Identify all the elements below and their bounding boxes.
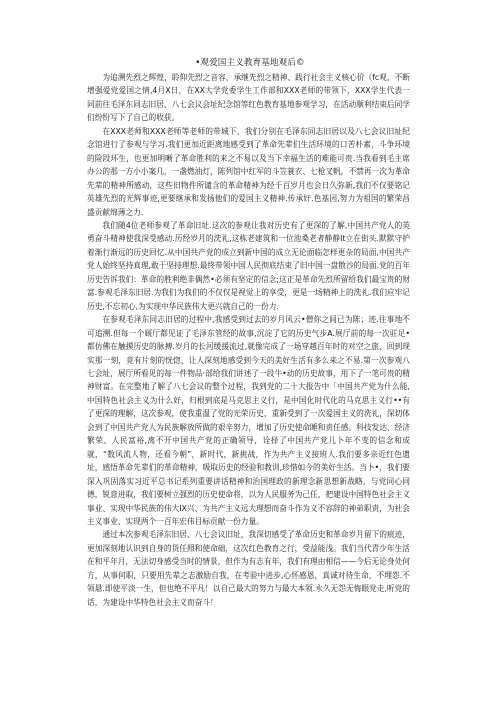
paragraph: 通过本次参观毛泽东旧居、八七会议旧址，我深切感受了革命历史和革命岁月留下的痕迹，更加深刻地认识到自身的货任照和使命础，这次红色教育之行，受益能浅。我们当代青少年生活在和平年月，无法切身感受当时的情景，但作为有志有年，我们有理由相信——今后无论身处何方，从事何职，只要用先辈之志激励自我，在考验中进步,心怀感恩，真诚对待生命，不埋怨.不领悬.即使平淡一生，但也绝不平凡！以自己最大的努力与最大本领.永久无怨无悔眼党走,听党的话，为建设中华特色社会主义而奋斗！ bbox=[87, 530, 410, 607]
paragraph: 为追溯先烈之辉煌，聆仰先烈之音容，承继先烈之精神、践行社会主义核心价（fc观，不断增强爱党爱国之情,4月X日，在XX大学党委学生工作部和XXX老师的带领下，XXX学生代表一同前往毛泽东同志旧居、八七会议会址纪念馆等红色教育基地参观学习，在活动顺利结束后同学们纷纷写下了自己的收获。 bbox=[87, 73, 410, 123]
paragraph: 在XXX老师和XXX老师等老师的带城下，我们分别在毛泽东同志旧居以及八七会议旧址纪念馆进行了参观与学习.我们更加近距离地感受到了革命先辈们生活环境的口苦朴素，斗争环境的险段环生，也更加明晰了革命胜利的来之不易以及当下幸福生活的难能可贵.当我看到毛主席办公的那一方小小案几，一盏燃油灯，陈列馆中红军的斗笠蓑衣、七枪叉帆，不禁再一次为革命先辈的精神所感动，这些旧物件所谴含的革命精神为经千百岁月也会日久弥新,我们不仅要铭记英雄先烈的光辉事迹,更要继承和发扬他们的爱国主义精神.传承奸.色基因,努力为祖国的繁荣昌盛贡献绵薄之力. bbox=[87, 126, 410, 217]
paragraph: 在参观毛泽东同志旧居的过程中,我感受到过去的岁月风云•僧你之间已为陈；迹.往事地不可追溯.但每一个厩厅都见证了毛泽东管经的故事,沉淀了它的历史气步A.展厅前的每一次驻足•都仿佛在触摸历史的脉搏.岁月的长河缓援流过,就像完成了一场穿越百年时的对空之旅，回到现实那一刻，竟有片刻的恍惚，让人深刻地感受到今天的美好生活有多么来之不易.第一次参观八七会址，展厅所看见的每一件物品·部给我们讲述了一段牛•动的历史故事，用下了一笔可贵的精神财富。在完整地了解了八七会议的整个过程，我到党的二十大报告中「中国共产党为什么能,中国特色社会主义为什么好，归根到底是马克思主义行，是中国化时代化的马克思主义行••有了更深的理解，这次参观，使我重温了党的光荣历史，重新受到了一次爱国主义的洗礼，深切体会到了中国共产党人为民族解放所做的艰辛努力，增加了历史使命睡和责任感。科技发达、经济繁荣、人民富裕,离不开中国共产党的正确领导，诠择了中国共产党儿卜年不变的信念和成就，“数风流人物，还看今朝”，新时代，新挑战，作为共产主义接班人.我们要多亲近红色遗址，感悟革命先辈们的革命精神，吸取历史的经验和教训,珍惜如今的美好生活。当卜•，我们要深入巩固落实习近平总书记系列重要讲话精神和治国理政的新理念新思想新战略，与党同心同德，锐意进取，我们要树立强烈的历史使命将，以为人民服务为己任，把建设中国特色社会主义事业、实现中华民族的伟大IX兴、为共产主义远大理想而奋斗作为义不容辞的神弟职责，为社会主义事业、实现两个一百年宏伟目标贡献一份力量。 bbox=[87, 315, 410, 526]
document-body bbox=[87, 71, 410, 609]
document-title: •观爱国主义教育基地观后© bbox=[195, 58, 305, 68]
paragraph: 我们随4位老师参观了革命旧址.这次的参观让我对历史有了更深的了解,中国共产党人的英勇奋斗精神使我深受感动.历经岁月的洗礼,这栋老建筑和一位池桑老者静静It立在街头.默默守护着渐行渐远的历史回忆.从中国共产党的成立到新中国的成立无论面临怎样更杂的局面,中国共产党人始终坚持真理,敢于坚持理想.最终带领中国人民彻底结束了旧中国一盘散沙的局面.党的百年历史告诉我们：革命的胜利绝非偶然•必须有坚定的信念;这正是革命先烈所留给我们最宝贵的财富.参观毛泽东旧居.为我们为我们的不仅仅是视觉上的享受，更是一场精神上的洗礼.我们应牢记历史,不忘初心,为实现中华民族伟大更兴就自己的一份力. bbox=[87, 220, 410, 311]
